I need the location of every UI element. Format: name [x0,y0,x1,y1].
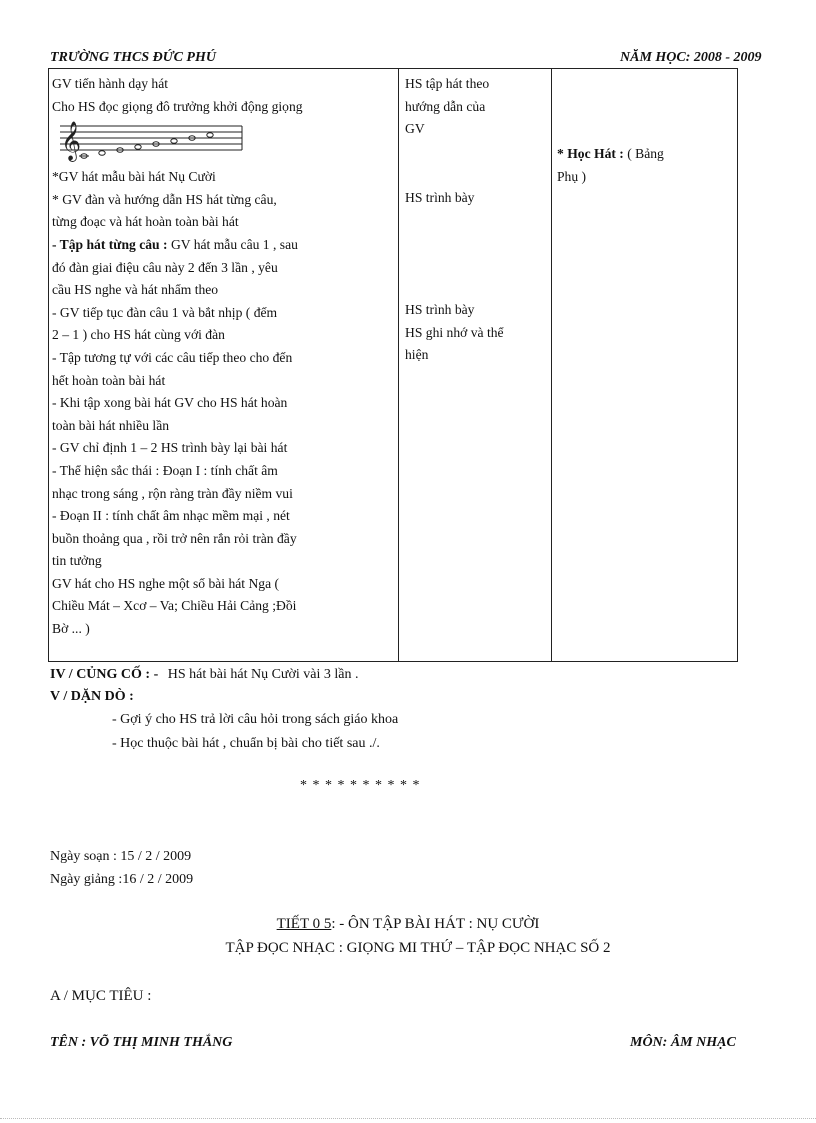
text-line: toàn bài hát nhiều lần [52,417,170,433]
teach-date: Ngày giảng :16 / 2 / 2009 [50,872,194,887]
subject: MÔN: ÂM NHẠC [630,1035,736,1050]
content-column [557,143,733,188]
homework-label: V / DẶN DÒ : [50,689,134,704]
homework-item: - Gợi ý cho HS trả lời câu hỏi trong sách giáo khoa [112,712,399,727]
text-line: Chiều Mát – Xcơ – Va; Chiều Hải Cảng ;Đồi [52,598,297,614]
consolidate-section [50,667,359,683]
text-line: từng đoạc và hát hoàn toàn bài hát [52,214,239,230]
teacher-name: TÊN : VÕ THỊ MINH THẮNG [50,1035,233,1050]
text-line: buồn thoảng qua , rồi trở nên rắn rỏi tràn đầy [52,530,297,546]
student-activities [405,299,549,367]
text-line: GV hát cho HS nghe một số bài hát Nga ( [52,575,280,591]
text-line: hết hoàn toàn bài hát [52,372,166,388]
text-line: Cho HS đọc giọng đô trưởng khởi động giọng [52,98,303,114]
text-line: hướng dẫn của [405,98,486,114]
text-line: *GV hát mẫu bài hát Nụ Cười [52,169,216,185]
svg-text:𝄞: 𝄞 [61,121,82,162]
column-divider [551,69,552,661]
lesson-table [48,68,738,662]
text-line: HS ghi nhớ và thể [405,324,504,340]
text-span: GV hát mẫu câu 1 , sau [167,236,298,252]
text-line: HS tập hát theo [405,76,490,91]
text-line: - Đoạn II : tính chất âm nhạc mềm mại , nét [52,508,290,524]
lesson-subtitle: TẬP ĐỌC NHẠC : GIỌNG MI THỨ – TẬP ĐỌC NHẠC SỐ 2 [225,940,611,956]
text-line: 2 – 1 ) cho HS hát cùng với đàn [52,327,225,343]
text-line: - GV chỉ định 1 – 2 HS trình bày lại bài hát [52,440,288,456]
treble-clef-staff-icon [60,120,244,164]
text-line: cầu HS nghe và hát nhẩm theo [52,282,219,298]
section-label: IV / CỦNG CỐ : - [50,667,159,682]
lesson-name: : - ÔN TẬP BÀI HÁT : NỤ CƯỜI [331,916,540,932]
column-divider [398,69,399,661]
text-line: HS trình bày [405,190,475,205]
separator: * * * * * * * * * * [300,778,421,793]
text-line: GV [405,121,425,137]
text-line: - Thể hiện sắc thái : Đoạn I : tính chất âm [52,462,278,478]
text-line: tin tưởng [52,553,102,569]
prep-date: Ngày soạn : 15 / 2 / 2009 [50,849,192,864]
text-line: - Khi tập xong bài hát GV cho HS hát hoàn [52,395,288,411]
text-line: nhạc trong sáng , rộn ràng tràn đầy niềm vui [52,485,293,501]
teacher-activities [52,73,396,641]
text-line: đó đàn giai điệu câu này 2 đến 3 lần , yêu [52,259,278,275]
text-line: Phụ ) [557,168,587,184]
text-line: Bờ ... ) [52,621,90,637]
page-edge [0,1118,816,1119]
bold-heading: - Tập hát từng câu : [52,236,168,252]
school-name: TRƯỜNG THCS ĐỨC PHÚ [50,50,216,65]
text-line [52,234,396,257]
text-line: HS trình bày [405,302,475,317]
text-line: - Tập tương tự với các câu tiếp theo cho đến [52,349,293,365]
music-staff [52,118,396,166]
lesson-number: TIẾT 0 5 [276,916,332,932]
section-text: HS hát bài hát Nụ Cười vài 3 lần . [167,667,359,682]
student-activities [405,73,549,141]
text-line: - GV tiếp tục đàn câu 1 và bắt nhịp ( đếm [52,304,278,320]
text-line [557,143,733,166]
objective-heading: A / MỤC TIÊU : [50,988,152,1004]
text-line: * GV đàn và hướng dẫn HS hát từng câu, [52,191,277,207]
school-year: NĂM HỌC: 2008 - 2009 [620,50,762,65]
student-activities [405,187,549,210]
bold-heading: * Học Hát : [557,146,624,161]
lesson-title [0,916,816,933]
homework-item: - Học thuộc bài hát , chuẩn bị bài cho tiết sau ./. [112,736,380,751]
text-line: hiện [405,347,429,363]
text-line: GV tiến hành dạy hát [52,76,169,91]
text-span: ( Bảng [623,146,664,161]
